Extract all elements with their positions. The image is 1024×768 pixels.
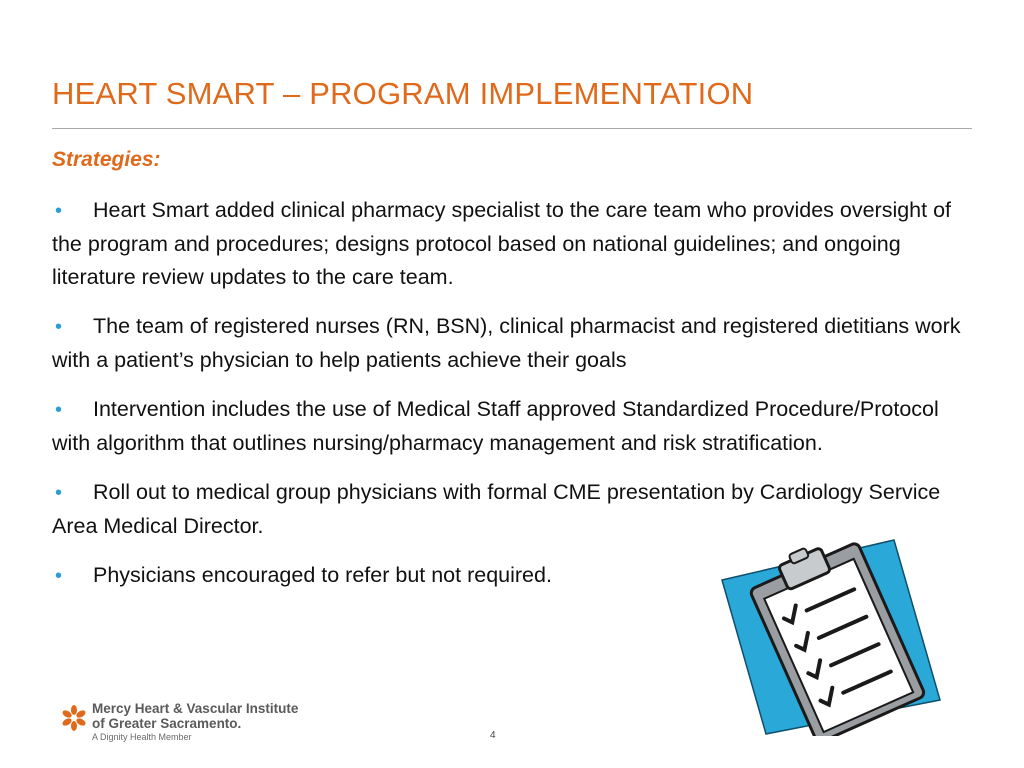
bullet-item — [52, 310, 962, 377]
slide-title: HEART SMART – PROGRAM IMPLEMENTATION — [52, 76, 754, 111]
bullet-text: Heart Smart added clinical pharmacy specialist to the care team who provides oversight of the program and procedures; designs protocol based on national guidelines; and ongoing literature review updates to the care team. — [52, 198, 952, 289]
title-divider — [52, 128, 972, 129]
bullet-marker: • — [55, 316, 63, 338]
strategies-heading: Strategies: — [52, 148, 161, 171]
bullet-text: Physicians encouraged to refer but not required. — [93, 563, 552, 587]
bullet-marker: • — [55, 200, 63, 222]
bullet-marker: • — [55, 399, 63, 421]
logo-name-line1: Mercy Heart & Vascular Institute — [92, 701, 299, 716]
bullet-item — [52, 476, 962, 543]
bullet-marker: • — [55, 482, 63, 504]
bullet-item — [52, 393, 962, 460]
logo-tagline: A Dignity Health Member — [92, 732, 192, 742]
bullet-item — [52, 194, 962, 294]
mercy-logo — [60, 700, 320, 746]
logo-name-line2: of Greater Sacramento. — [92, 716, 242, 731]
bullet-marker: • — [55, 565, 63, 587]
bullet-text: Intervention includes the use of Medical Staff approved Standardized Procedure/Protocol with algorithm that outlines nursing/pharmacy management and risk stratification. — [52, 397, 939, 455]
starburst-icon — [60, 704, 88, 732]
logo-text — [92, 701, 298, 743]
bullet-text: Roll out to medical group physicians with formal CME presentation by Cardiology Service Area Medical Director. — [52, 480, 941, 538]
bullet-text: The team of registered nurses (RN, BSN), clinical pharmacist and registered dietitians work with a patient’s physician to help patients achieve their goals — [52, 314, 961, 372]
page-number: 4 — [490, 730, 496, 741]
clipboard-checklist-icon — [718, 536, 944, 736]
